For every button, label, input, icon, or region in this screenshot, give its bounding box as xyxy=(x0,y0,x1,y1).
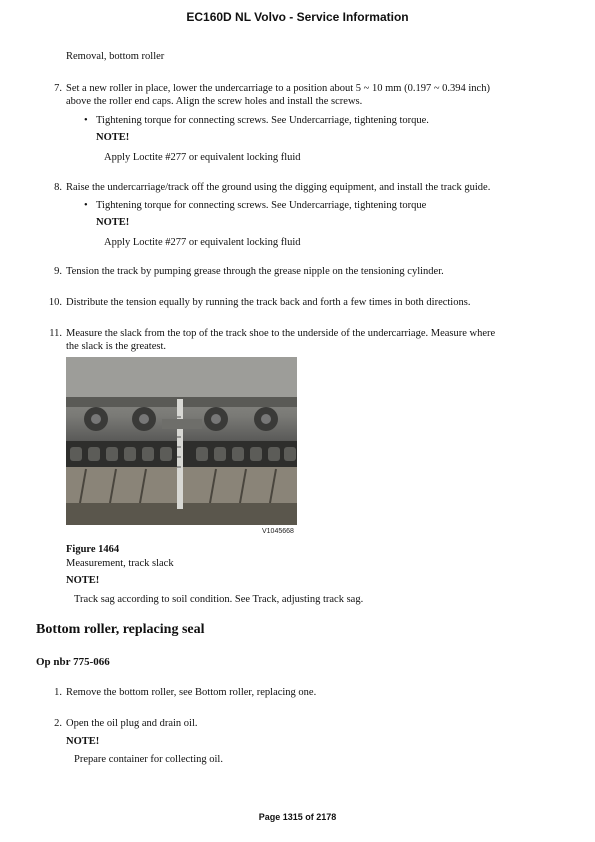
bullet-icon: • xyxy=(84,115,88,126)
note-label: NOTE! xyxy=(66,736,100,747)
step-text-continued: above the roller end caps. Align the screw holes and install the screws. xyxy=(66,96,363,107)
figure-caption: Measurement, track slack xyxy=(66,558,174,569)
image-id: V1045668 xyxy=(262,528,294,535)
subsection-title: Removal, bottom roller xyxy=(66,51,165,62)
step-number: 9. xyxy=(54,266,62,277)
step-number: 7. xyxy=(54,83,62,94)
track-slack-photo xyxy=(66,357,297,525)
step-number: 8. xyxy=(54,182,62,193)
bullet-text: Tightening torque for connecting screws. See Undercarriage, tightening torque. xyxy=(96,115,429,126)
document-header: EC160D NL Volvo - Service Information xyxy=(186,10,409,24)
note-text: Track sag according to soil condition. See Track, adjusting track sag. xyxy=(74,594,364,605)
bullet-text: Tightening torque for connecting screws. See Undercarriage, tightening torque xyxy=(96,200,427,211)
page-number: Page 1315 of 2178 xyxy=(258,812,337,822)
note-text: Apply Loctite #277 or equivalent locking fluid xyxy=(104,152,301,163)
step-text: Set a new roller in place, lower the undercarriage to a position about 5 ~ 10 mm (0.197 ~ 0.394 inch) xyxy=(66,83,490,94)
step-text-continued: the slack is the greatest. xyxy=(66,341,167,352)
step-text: Measure the slack from the top of the track shoe to the underside of the undercarriage. Measure where xyxy=(66,328,496,339)
note-label: NOTE! xyxy=(66,575,100,586)
step-number: 2. xyxy=(54,718,62,729)
step-number: 1. xyxy=(54,687,62,698)
note-label: NOTE! xyxy=(96,217,130,228)
step-text: Open the oil plug and drain oil. xyxy=(66,718,198,729)
step-text: Raise the undercarriage/track off the ground using the digging equipment, and install the track guide. xyxy=(66,182,491,193)
note-label: NOTE! xyxy=(96,132,130,143)
section-heading: Bottom roller, replacing seal xyxy=(36,622,205,637)
step-number: 11. xyxy=(49,328,62,339)
step-text: Distribute the tension equally by running the track back and forth a few times in both directions. xyxy=(66,297,471,308)
figure-label: Figure 1464 xyxy=(66,544,120,555)
step-number: 10. xyxy=(48,297,62,308)
operation-number: Op nbr 775-066 xyxy=(36,656,110,668)
bullet-icon: • xyxy=(84,200,88,211)
step-text: Remove the bottom roller, see Bottom roller, replacing one. xyxy=(66,687,317,698)
step-text: Tension the track by pumping grease through the grease nipple on the tensioning cylinder. xyxy=(66,266,444,277)
note-text: Prepare container for collecting oil. xyxy=(74,754,223,765)
note-text: Apply Loctite #277 or equivalent locking fluid xyxy=(104,237,301,248)
